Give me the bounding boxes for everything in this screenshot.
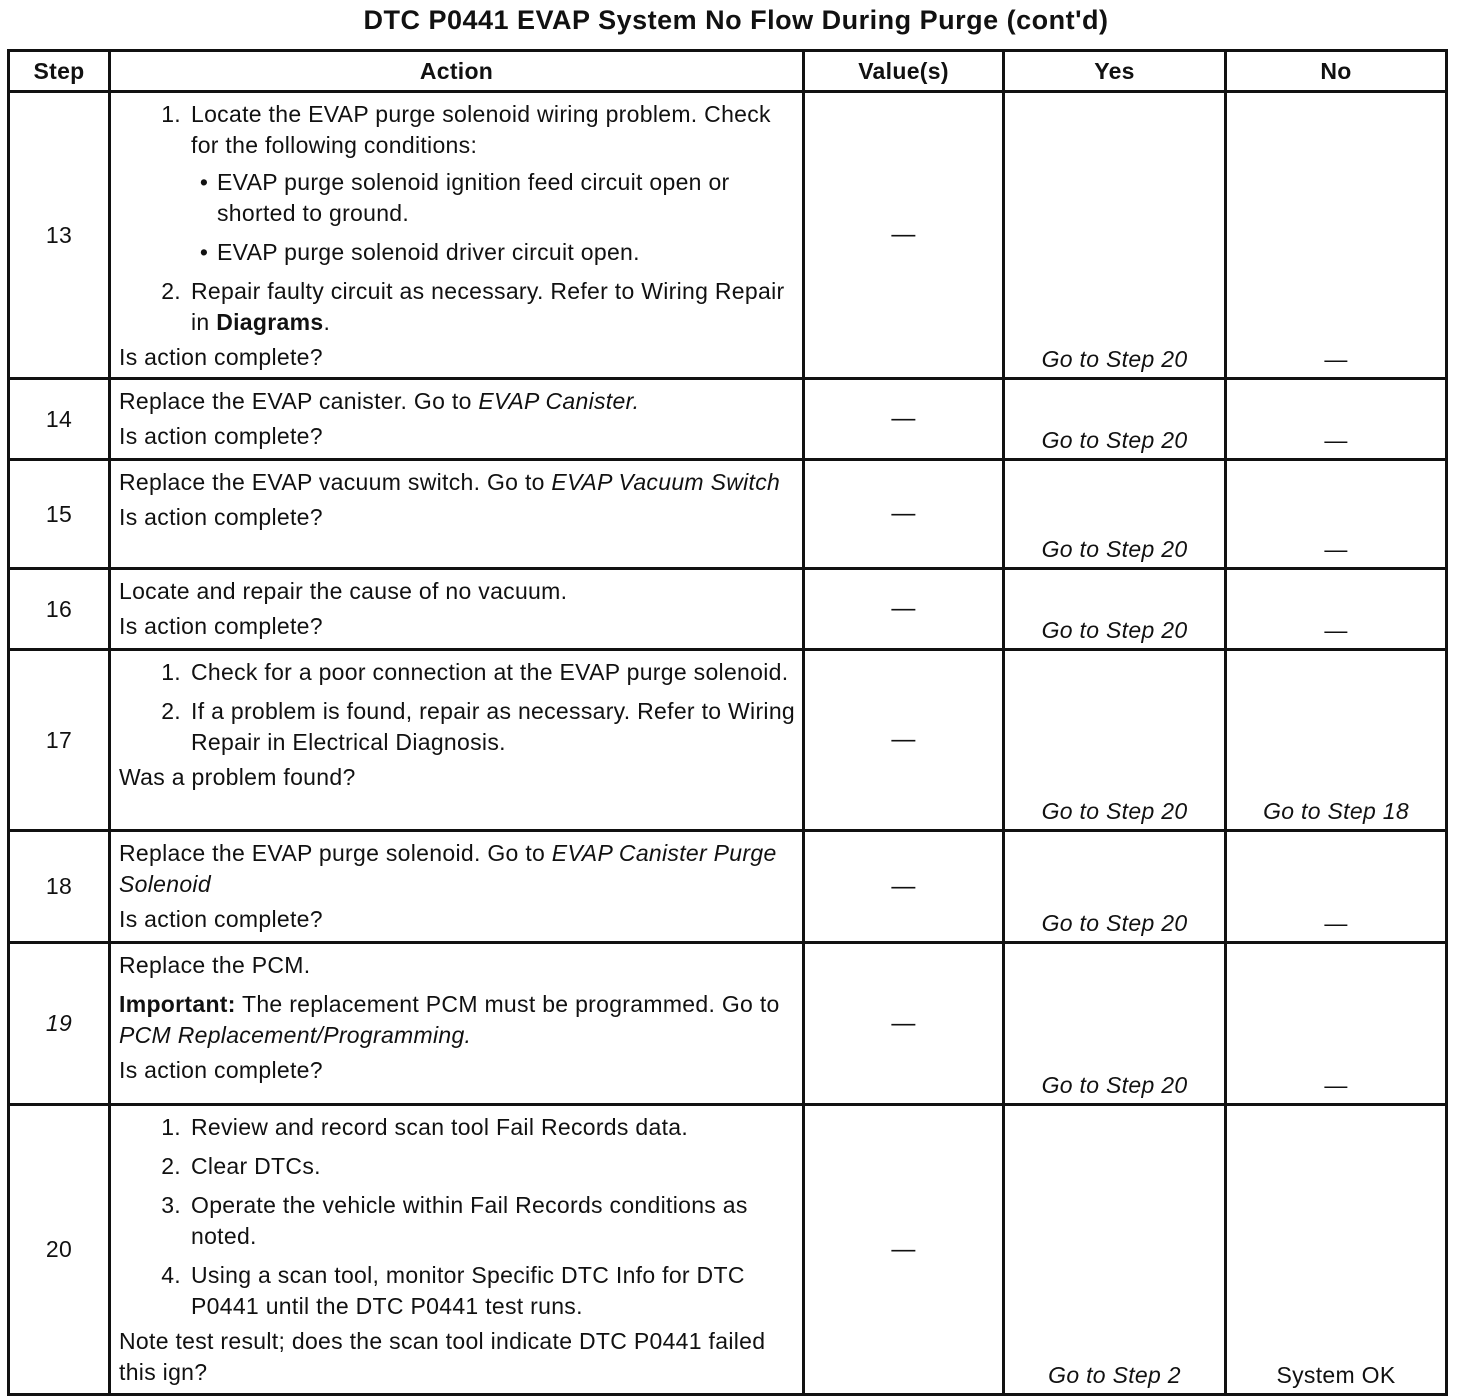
action-text: Locate and repair the cause of no vacuum.: [119, 578, 568, 604]
list-number: 1.: [161, 1114, 181, 1140]
question-text: Was a problem found?: [119, 764, 356, 790]
value-cell: —: [804, 1105, 1004, 1395]
value-cell: —: [804, 460, 1004, 569]
action-cell: [110, 943, 804, 1105]
value-cell: —: [804, 92, 1004, 379]
no-cell: —: [1226, 379, 1447, 460]
value-cell: —: [804, 379, 1004, 460]
action-cell: [110, 460, 804, 569]
bullet-icon: •: [199, 239, 209, 265]
header-values: Value(s): [804, 51, 1004, 92]
value-cell: —: [804, 650, 1004, 831]
question-text: Is action complete?: [119, 1057, 323, 1083]
list-item: [119, 276, 796, 338]
header-yes: Yes: [1004, 51, 1226, 92]
list-text: Operate the vehicle within Fail Records conditions as noted.: [191, 1192, 748, 1249]
yes-cell: Go to Step 20: [1004, 650, 1226, 831]
diagnostic-table: [7, 49, 1448, 1396]
action-cell: [110, 379, 804, 460]
list-text: Repair faulty circuit as necessary. Refer to Wiring Repair in: [191, 278, 785, 335]
important-text: The replacement PCM must be programmed. Go to: [235, 991, 780, 1017]
question-text: Is action complete?: [119, 344, 323, 370]
list-number: 1.: [161, 101, 181, 127]
action-text-italic: EVAP Vacuum Switch: [551, 469, 781, 495]
action-cell: [110, 1105, 804, 1395]
list-text: Review and record scan tool Fail Records data.: [191, 1114, 689, 1140]
list-item: [119, 657, 796, 688]
list-text: If a problem is found, repair as necessary. Refer to Wiring Repair in Electrical Diagnosis.: [191, 698, 796, 755]
no-cell: —: [1226, 460, 1447, 569]
action-text: Replace the EVAP canister. Go to: [119, 388, 479, 414]
action-cell: [110, 92, 804, 379]
table-row: [9, 1105, 1447, 1395]
list-text: Using a scan tool, monitor Specific DTC Info for DTC P0441 until the DTC P0441 test runs.: [191, 1262, 745, 1319]
table-row: [9, 650, 1447, 831]
no-cell: —: [1226, 569, 1447, 650]
bullet-list: [191, 167, 796, 268]
action-cell: [110, 650, 804, 831]
yes-cell: Go to Step 20: [1004, 379, 1226, 460]
question-text: Note test result; does the scan tool indicate DTC P0441 failed this ign?: [119, 1328, 766, 1385]
list-text: Check for a poor connection at the EVAP purge solenoid.: [191, 659, 789, 685]
yes-cell: Go to Step 20: [1004, 569, 1226, 650]
step-number: 17: [9, 650, 110, 831]
list-text: Locate the EVAP purge solenoid wiring problem. Check for the following conditions:: [191, 101, 771, 158]
no-cell: —: [1226, 943, 1447, 1105]
list-item: [119, 696, 796, 758]
header-row: [9, 51, 1447, 92]
header-action: Action: [110, 51, 804, 92]
table-row: [9, 379, 1447, 460]
list-item: [119, 1151, 796, 1182]
action-text-italic: EVAP Canister.: [478, 388, 640, 414]
value-cell: —: [804, 569, 1004, 650]
list-item: [119, 1190, 796, 1252]
no-cell: —: [1226, 92, 1447, 379]
question-text: Is action complete?: [119, 423, 323, 449]
step-number: 14: [9, 379, 110, 460]
list-item: [119, 99, 796, 268]
table-row: [9, 943, 1447, 1105]
bullet-icon: •: [199, 169, 209, 195]
step-number: 13: [9, 92, 110, 379]
bullet-text: EVAP purge solenoid ignition feed circuit open or shorted to ground.: [217, 169, 730, 226]
value-cell: —: [804, 831, 1004, 943]
action-list: [119, 99, 796, 338]
list-number: 2.: [161, 698, 181, 724]
list-number: 2.: [161, 278, 181, 304]
question-text: Is action complete?: [119, 504, 323, 530]
action-text: Replace the EVAP purge solenoid. Go to: [119, 840, 552, 866]
table-row: [9, 831, 1447, 943]
yes-cell: Go to Step 20: [1004, 460, 1226, 569]
table-row: [9, 569, 1447, 650]
important-link-italic: PCM Replacement/Programming.: [119, 1022, 472, 1048]
action-text-italic: EVAP Canister Purge Solenoid: [119, 840, 777, 897]
yes-cell: Go to Step 2: [1004, 1105, 1226, 1395]
list-number: 4.: [161, 1262, 181, 1288]
action-list: [119, 1112, 796, 1322]
step-number: 15: [9, 460, 110, 569]
no-cell: —: [1226, 831, 1447, 943]
yes-cell: Go to Step 20: [1004, 831, 1226, 943]
list-number: 2.: [161, 1153, 181, 1179]
no-cell: System OK: [1226, 1105, 1447, 1395]
list-number: 1.: [161, 659, 181, 685]
action-text: Replace the PCM.: [119, 952, 311, 978]
list-text-end: .: [323, 309, 331, 335]
table-row: [9, 460, 1447, 569]
step-number: 18: [9, 831, 110, 943]
value-cell: —: [804, 943, 1004, 1105]
list-item: [119, 1260, 796, 1322]
question-text: Is action complete?: [119, 613, 323, 639]
important-label: Important:: [119, 991, 236, 1017]
question-text: Is action complete?: [119, 906, 323, 932]
bullet-text: EVAP purge solenoid driver circuit open.: [217, 239, 640, 265]
bullet-item: [191, 167, 796, 229]
list-number: 3.: [161, 1192, 181, 1218]
page-title: DTC P0441 EVAP System No Flow During Purge (cont'd): [363, 5, 1109, 35]
yes-cell: Go to Step 20: [1004, 943, 1226, 1105]
step-number: 20: [9, 1105, 110, 1395]
yes-cell: Go to Step 20: [1004, 92, 1226, 379]
list-text-bold: Diagrams: [216, 309, 324, 335]
list-item: [119, 1112, 796, 1143]
no-cell: Go to Step 18: [1226, 650, 1447, 831]
step-number: 19: [9, 943, 110, 1105]
action-list: [119, 657, 796, 758]
action-cell: [110, 831, 804, 943]
header-no: No: [1226, 51, 1447, 92]
list-text: Clear DTCs.: [191, 1153, 321, 1179]
table-row: [9, 92, 1447, 379]
step-number: 16: [9, 569, 110, 650]
action-text: Replace the EVAP vacuum switch. Go to: [119, 469, 552, 495]
action-cell: [110, 569, 804, 650]
header-step: Step: [9, 51, 110, 92]
bullet-item: [191, 237, 796, 268]
